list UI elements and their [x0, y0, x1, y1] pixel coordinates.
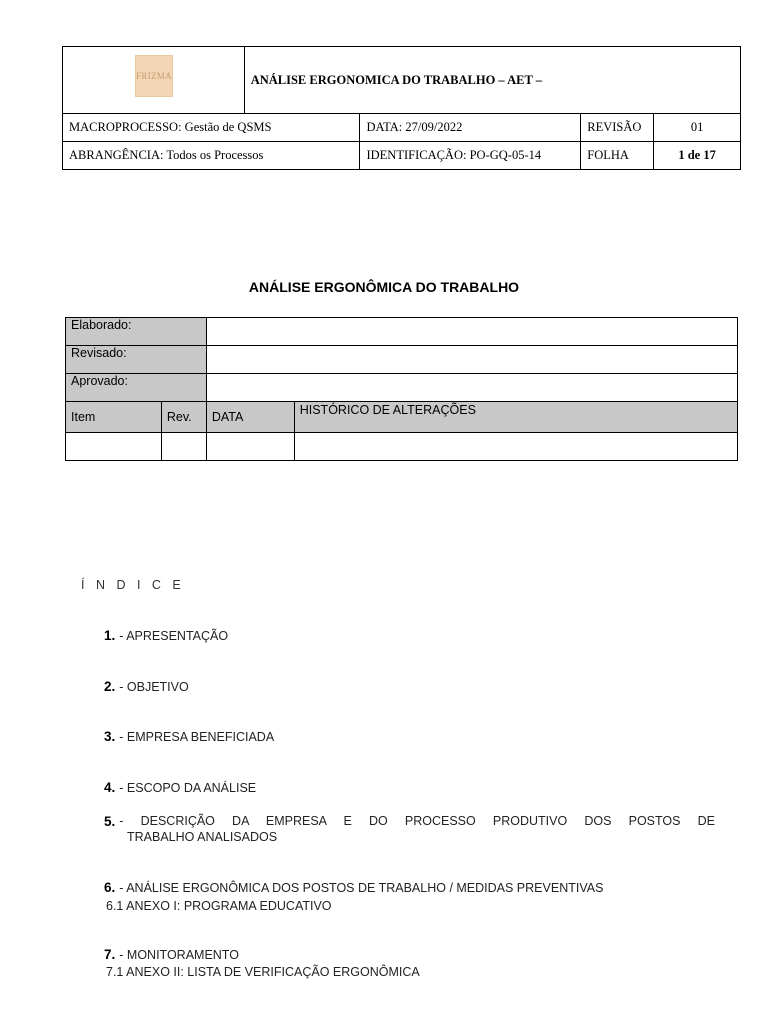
index-text: - ANÁLISE ERGONÔMICA DOS POSTOS DE TRABALHO / MEDIDAS PREVENTIVAS [119, 881, 604, 895]
history-date-cell [206, 433, 294, 461]
revisado-label: Revisado: [66, 346, 207, 374]
index-text: - EMPRESA BENEFICIADA [119, 730, 275, 744]
index-text-line1: - DESCRIÇÃO DA EMPRESA E DO PROCESSO PRODUTIVO DOS POSTOS DE [119, 814, 715, 828]
index-text: - MONITORAMENTO [119, 948, 239, 962]
elaborado-label: Elaborado: [66, 318, 207, 346]
header-title: ANÁLISE ERGONOMICA DO TRABALHO – AET – [244, 47, 740, 114]
revision-value: 01 [654, 114, 741, 142]
index-item-5 [104, 814, 715, 844]
date-cell: DATA: 27/09/2022 [360, 114, 581, 142]
index-number: 2. [104, 679, 116, 694]
column-rev: Rev. [161, 402, 206, 433]
abrangencia-cell: ABRANGÊNCIA: Todos os Processos [63, 142, 360, 170]
index-subitem-6-1: 6.1 ANEXO I: PROGRAMA EDUCATIVO [106, 899, 332, 913]
index-number: 5. [104, 814, 116, 829]
history-rev-cell [161, 433, 206, 461]
aprovado-value [206, 374, 737, 402]
index-item-2 [104, 679, 189, 694]
history-item-cell [66, 433, 162, 461]
index-text-line2: TRABALHO ANALISADOS [127, 830, 278, 844]
aprovado-label: Aprovado: [66, 374, 207, 402]
index-subitem-7-1: 7.1 ANEXO II: LISTA DE VERIFICAÇÃO ERGONÔMICA [106, 965, 420, 979]
index-text: - ESCOPO DA ANÁLISE [119, 781, 257, 795]
column-history: HISTÓRICO DE ALTERAÇÕES [294, 402, 737, 433]
index-text: - APRESENTAÇÃO [119, 629, 229, 643]
index-item-7 [104, 947, 239, 962]
sheet-label: FOLHA [581, 142, 654, 170]
logo-cell [63, 47, 245, 114]
revisado-value [206, 346, 737, 374]
index-number: 7. [104, 947, 116, 962]
index-title: Í N D I C E [81, 578, 185, 592]
index-number: 3. [104, 729, 116, 744]
identification-cell: IDENTIFICAÇÃO: PO-GQ-05-14 [360, 142, 581, 170]
approvals-table [65, 317, 738, 461]
index-item-6 [104, 880, 603, 895]
macroprocesso-cell: MACROPROCESSO: Gestão de QSMS [63, 114, 360, 142]
document-header-table [62, 46, 741, 170]
elaborado-value [206, 318, 737, 346]
sheet-value: 1 de 17 [654, 142, 741, 170]
column-item: Item [66, 402, 162, 433]
index-item-3 [104, 729, 274, 744]
revision-label: REVISÃO [581, 114, 654, 142]
column-date: DATA [206, 402, 294, 433]
index-number: 6. [104, 880, 116, 895]
frizma-logo: FRIZMA [135, 55, 173, 97]
document-title: ANÁLISE ERGONÔMICA DO TRABALHO [248, 279, 520, 295]
index-item-1 [104, 628, 228, 643]
history-text-cell [294, 433, 737, 461]
index-number: 1. [104, 628, 116, 643]
index-text: - OBJETIVO [119, 680, 189, 694]
index-item-4 [104, 780, 256, 795]
index-number: 4. [104, 780, 116, 795]
